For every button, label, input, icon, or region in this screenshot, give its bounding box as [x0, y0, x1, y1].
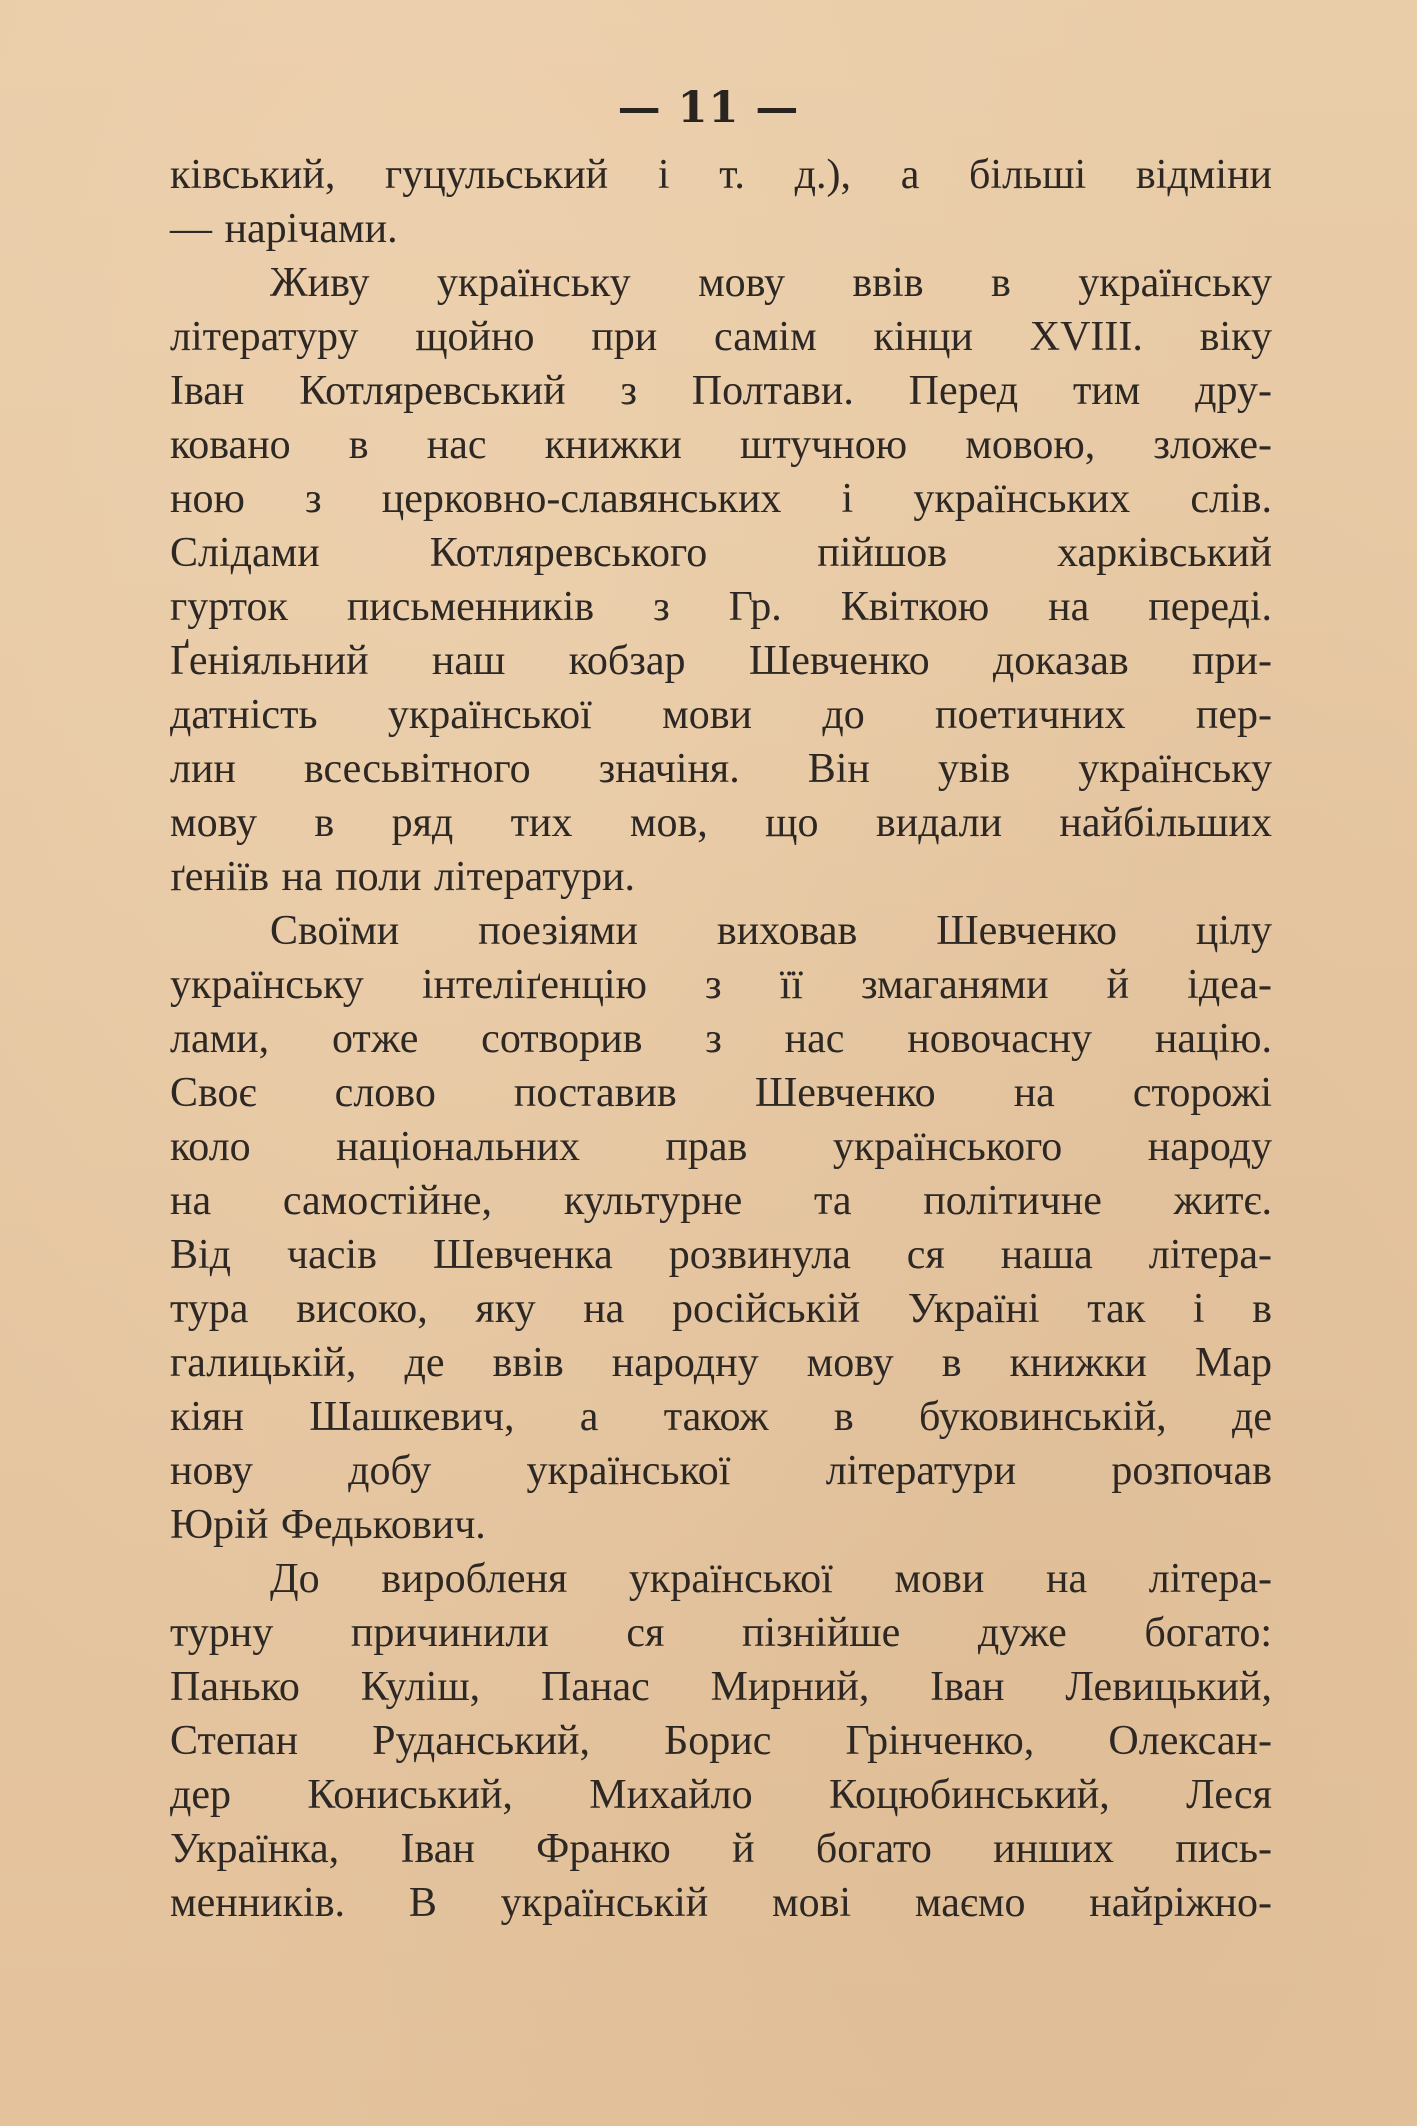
text-line: на самостійне, культурне та політичне житє.	[170, 1178, 1272, 1224]
text-line: Своє слово поставив Шевченко на сторожі	[170, 1070, 1272, 1116]
text-line: Юрій Федькович.	[170, 1502, 486, 1548]
text-line: гурток письменників з Гр. Квіткою на переді.	[170, 584, 1272, 630]
text-line: галицькій, де ввів народну мову в книжки Мар	[170, 1340, 1272, 1386]
text-line: датність української мови до поетичних пер-	[170, 692, 1272, 738]
paragraph	[170, 904, 1272, 1552]
text-line: дер Кониський, Михайло Коцюбинський, Леся	[170, 1772, 1272, 1818]
text-line: ківський, гуцульський і т. д.), а більші відміни	[170, 152, 1272, 198]
text-line: лин всесьвітного значіня. Він увів українську	[170, 746, 1272, 792]
text-line: ґеніїв на поли літератури.	[170, 854, 635, 900]
text-line: турну причинили ся пізнійше дуже богато:	[170, 1610, 1272, 1656]
text-line: ною з церковно-славянських і українських слів.	[170, 476, 1272, 522]
text-line: українську інтеліґенцію з її змаганями й ідеа-	[170, 962, 1272, 1008]
text-line: — нарічами.	[170, 206, 398, 252]
text-line: Панько Куліш, Панас Мирний, Іван Левицький,	[170, 1664, 1272, 1710]
text-line: Живу українську мову ввів в українську	[270, 260, 1272, 306]
text-line: нову добу української літератури розпочав	[170, 1448, 1272, 1494]
text-line: Іван Котляревський з Полтави. Перед тим дру-	[170, 368, 1272, 414]
text-line: Від часів Шевченка розвинула ся наша літера-	[170, 1232, 1272, 1278]
paragraph	[170, 1552, 1272, 1930]
text-line: тура високо, яку на російській Україні так і в	[170, 1286, 1272, 1332]
text-line: До виробленя української мови на літера-	[270, 1556, 1272, 1602]
paragraph-continuation	[170, 148, 1272, 256]
text-line: лами, отже сотворив з нас новочасну націю.	[170, 1016, 1272, 1062]
text-line: Слідами Котляревського пійшов харківський	[170, 530, 1272, 576]
paragraph	[170, 256, 1272, 904]
text-line: мову в ряд тих мов, що видали найбільших	[170, 800, 1272, 846]
text-line: коло національних прав українського народу	[170, 1124, 1272, 1170]
text-line: Українка, Іван Франко й богато инших пись-	[170, 1826, 1272, 1872]
text-line: ковано в нас книжки штучною мовою, зложе-	[170, 422, 1272, 468]
text-line: кіян Шашкевич, а також в буковинській, де	[170, 1394, 1272, 1440]
text-line: Ґеніяльний наш кобзар Шевченко доказав при-	[170, 638, 1272, 684]
body-text	[170, 148, 1272, 1930]
text-line: менників. В українській мові маємо найріжно-	[170, 1880, 1272, 1926]
text-line: Степан Руданський, Борис Грінченко, Олексан-	[170, 1718, 1272, 1764]
page-number: — 11 —	[617, 83, 800, 133]
text-line: Своїми поезіями виховав Шевченко цілу	[270, 908, 1272, 954]
text-line: літературу щойно при самім кінци XVIII. віку	[170, 314, 1272, 360]
